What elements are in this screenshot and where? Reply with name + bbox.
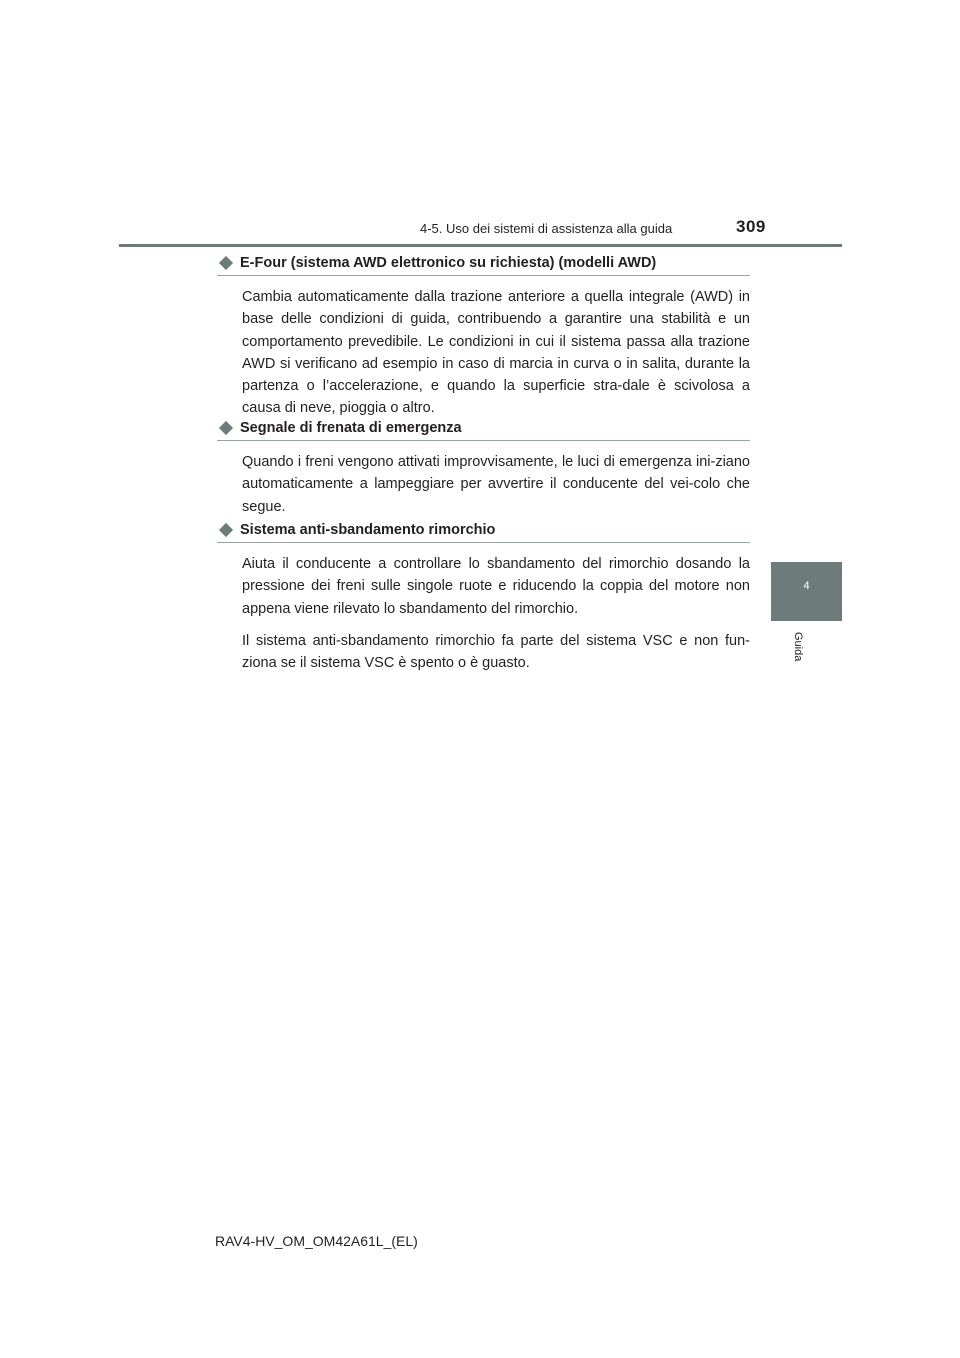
section-heading xyxy=(217,519,750,543)
diamond-bullet-icon xyxy=(219,255,233,269)
section-heading xyxy=(217,252,750,276)
section-paragraph: Aiuta il conducente a controllare lo sbandamento del rimorchio dosando la pressione dei freni sulle singole ruote e riducendo la coppia del motore non appena viene rilevato lo sbandamento del rimorchio. xyxy=(242,556,750,617)
section-paragraph: Cambia automaticamente dalla trazione anteriore a quella integrale (AWD) in base delle condizioni di guida, contribuendo a garantire una stabilità e un comportamento prevedibile. Le condizioni in cui il sistema passa alla trazione AWD si verificano ad esempio in caso di marcia in curva o in salita, durante la partenza o l’accelerazione, e quando la superficie stra-dale è scivolosa a causa di neve, pioggia o altro. xyxy=(242,289,750,417)
section-heading-text: E-Four (sistema AWD elettronico su richiesta) (modelli AWD) xyxy=(240,254,657,271)
section-heading xyxy=(217,417,750,441)
footer-doc-code: RAV4-HV_OM_OM42A61L_(EL) xyxy=(215,1233,418,1249)
chapter-tab: 4 xyxy=(771,562,842,621)
section-paragraph: Il sistema anti-sbandamento rimorchio fa parte del sistema VSC e non fun-ziona se il sistema VSC è spento o è guasto. xyxy=(242,632,750,672)
header-section-title: 4-5. Uso dei sistemi di assistenza alla guida xyxy=(420,221,673,236)
header-divider xyxy=(119,244,842,247)
page-number: 309 xyxy=(736,217,766,236)
section-paragraph: Quando i freni vengono attivati improvvisamente, le luci di emergenza ini-ziano automaticamente a lampeggiare per avvertire il conducente del vei-colo che segue. xyxy=(242,454,750,515)
section-e-four xyxy=(217,252,750,420)
section-trailer-sway-control xyxy=(217,519,750,674)
chapter-label: Guida xyxy=(792,632,804,662)
section-heading-text: Segnale di frenata di emergenza xyxy=(240,419,462,436)
diamond-bullet-icon xyxy=(219,420,233,434)
section-emergency-brake-signal xyxy=(217,417,750,518)
section-heading-text: Sistema anti-sbandamento rimorchio xyxy=(240,521,496,538)
diamond-bullet-icon xyxy=(219,522,233,536)
